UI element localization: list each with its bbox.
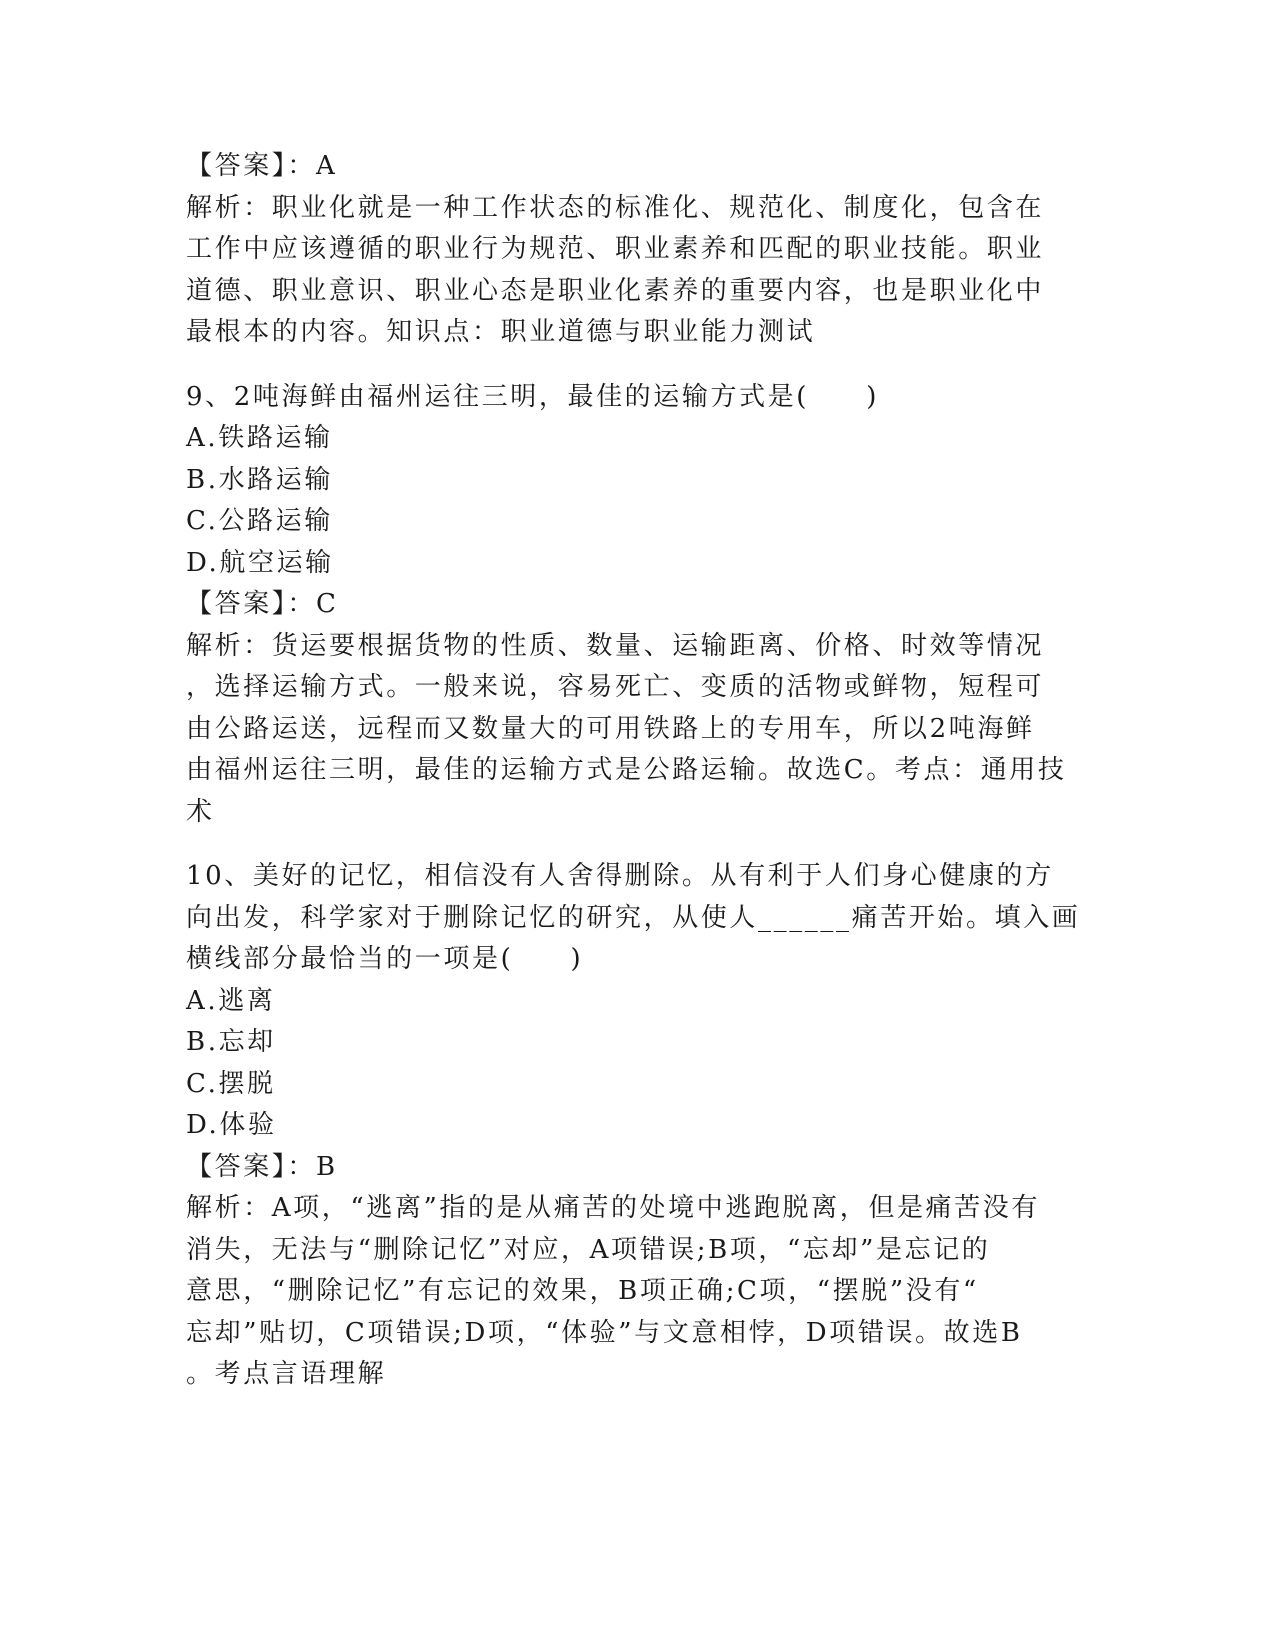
- analysis-line: ，选择运输方式。一般来说，容易死亡、变质的活物或鲜物，短程可: [186, 672, 1045, 702]
- option-d: D.体验: [186, 1110, 277, 1140]
- analysis-line: 最根本的内容。知识点：职业道德与职业能力测试: [186, 317, 816, 347]
- question-stem: 10、美好的记忆，相信没有人舍得删除。从有利于人们身心健康的方: [186, 861, 1054, 891]
- analysis-line: 由福州运往三明，最佳的运输方式是公路运输。故选C。考点：通用技: [186, 755, 1067, 785]
- option-a: A.铁路运输: [186, 423, 333, 453]
- analysis-line: 解析：职业化就是一种工作状态的标准化、规范化、制度化，包含在: [186, 192, 1045, 223]
- question-block-9: [186, 377, 1081, 834]
- analysis-line: 术: [186, 796, 215, 827]
- analysis-line: 忘却”贴切，C项错误;D项，“体验”与文意相悖，D项错误。故选B: [186, 1317, 1023, 1348]
- question-stem: 9、2吨海鲜由福州运往三明，最佳的运输方式是( ): [186, 381, 879, 412]
- spacer: [186, 354, 1081, 377]
- analysis-line: 解析：A项，“逃离”指的是从痛苦的处境中逃跑脱离，但是痛苦没有: [186, 1193, 1040, 1223]
- question-stem: 横线部分最恰当的一项是( ): [186, 944, 584, 974]
- option-d: D.航空运输: [186, 547, 334, 578]
- analysis-line: 意思，“删除记忆”有忘记的效果，B项正确;C项，“摆脱”没有“: [186, 1276, 979, 1306]
- option-b: B.水路运输: [186, 464, 333, 495]
- analysis-line: 道德、职业意识、职业心态是职业化素养的重要内容，也是职业化中: [186, 275, 1045, 306]
- analysis-line: 消失，无法与“删除记忆”对应，A项错误;B项，“忘却”是忘记的: [186, 1234, 991, 1265]
- answer-line: 【答案】：B: [186, 1151, 338, 1182]
- analysis-line: 工作中应该遵循的职业行为规范、职业素养和匹配的职业技能。职业: [186, 234, 1045, 264]
- analysis-line: 。考点言语理解: [186, 1359, 387, 1389]
- analysis-line: 由公路运送，远程而又数量大的可用铁路上的专用车，所以2吨海鲜: [186, 713, 1035, 744]
- option-c: C.公路运输: [186, 506, 333, 536]
- answer-line: 【答案】：C: [186, 589, 339, 619]
- question-block-10: [186, 856, 1081, 1396]
- option-c: C.摆脱: [186, 1068, 276, 1099]
- answer-block-8: [186, 146, 1081, 354]
- page-content: [186, 146, 1081, 1396]
- option-a: A.逃离: [186, 985, 276, 1016]
- analysis-line: 解析：货运要根据货物的性质、数量、运输距离、价格、时效等情况: [186, 630, 1045, 661]
- spacer: [186, 833, 1081, 856]
- option-b: B.忘却: [186, 1027, 276, 1057]
- question-stem: 向出发，科学家对于删除记忆的研究，从使人______痛苦开始。填入画: [186, 902, 1081, 933]
- answer-line: 【答案】：A: [186, 151, 338, 181]
